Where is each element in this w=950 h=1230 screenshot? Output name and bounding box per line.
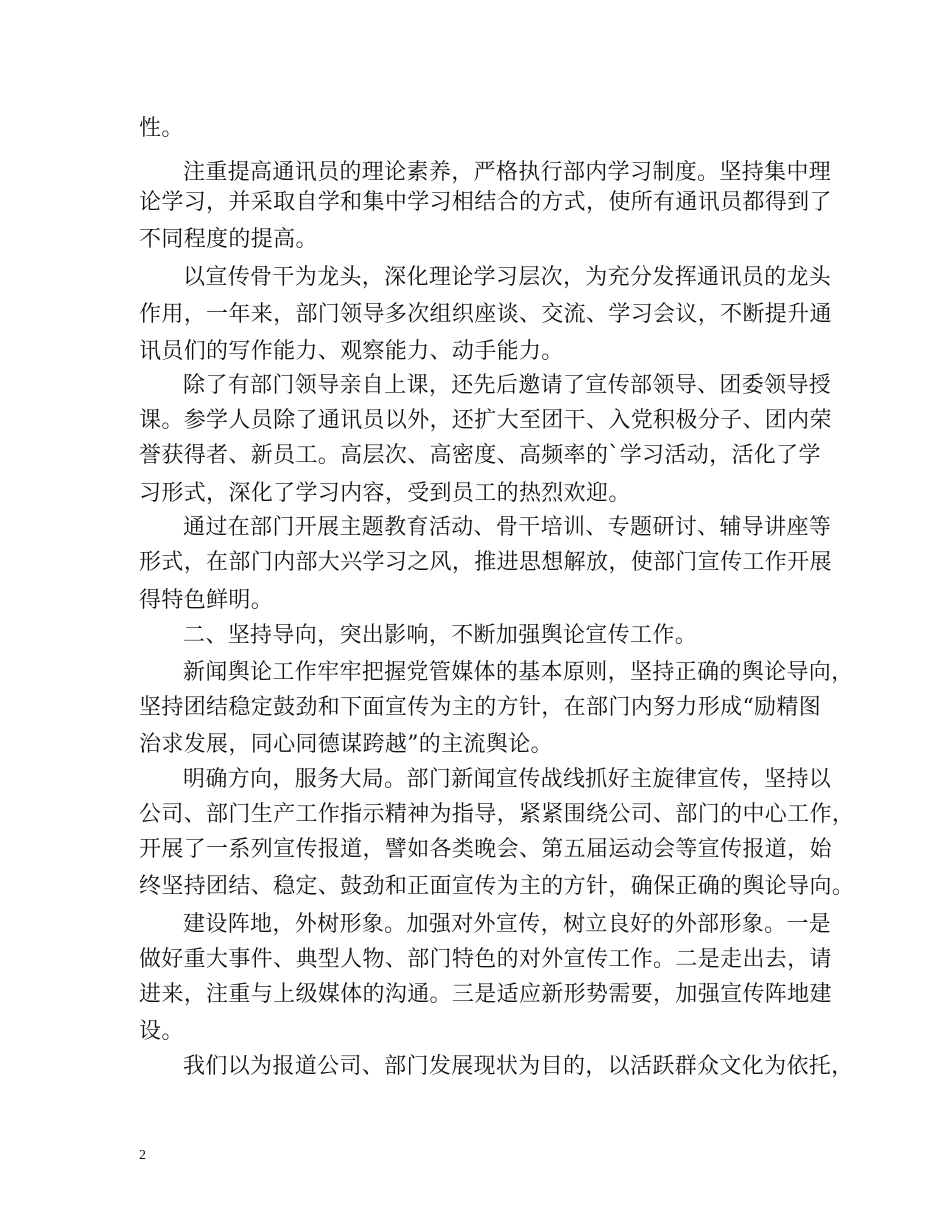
body-text-line: 不同程度的提高。 (139, 227, 318, 252)
body-text-line: 得特色鲜明。 (139, 588, 274, 613)
body-text-line: 进来，注重与上级媒体的沟通。三是适应新形势需要，加强宣传阵地建 (139, 982, 832, 1007)
paragraph-first-line: 明确方向，服务大局。部门新闻宣传战线抓好主旋律宣传，坚持以 (183, 767, 832, 792)
body-text-line: 公司、部门生产工作指示精神为指导，紧紧围绕公司、部门的中心工作， (139, 802, 855, 827)
paragraph-first-line: 以宣传骨干为龙头，深化理论学习层次，为充分发挥通讯员的龙头 (183, 265, 832, 290)
body-text-line: 治求发展，同心同德谋跨越”的主流舆论。 (139, 732, 553, 757)
body-text-line: 坚持团结稳定鼓劲和下面宣传为主的方针，在部门内努力形成“励精图 (139, 695, 822, 720)
body-text-line: 性。 (139, 116, 184, 141)
body-text-line: 设。 (139, 1019, 184, 1044)
body-text-line: 论学习，并采取自学和集中学习相结合的方式，使所有通讯员都得到了 (139, 190, 832, 215)
paragraph-first-line: 除了有部门领导亲自上课，还先后邀请了宣传部领导、团委领导授 (183, 373, 832, 398)
body-text-line: 做好重大事件、典型人物、部门特色的对外宣传工作。二是走出去，请 (139, 947, 832, 972)
paragraph-first-line: 我们以为报道公司、部门发展现状为目的，以活跃群众文化为依托， (183, 1054, 854, 1079)
body-text-line: 开展了一系列宣传报道，譬如各类晚会、第五届运动会等宣传报道，始 (139, 837, 832, 862)
section-heading: 二、坚持导向，突出影响，不断加强舆论宣传工作。 (183, 623, 698, 648)
page-number: 2 (139, 1148, 146, 1163)
paragraph-first-line: 新闻舆论工作牢牢把握党管媒体的基本原则，坚持正确的舆论导向， (183, 660, 854, 685)
paragraph-first-line: 注重提高通讯员的理论素养，严格执行部内学习制度。坚持集中理 (183, 160, 832, 185)
body-text-line: 作用，一年来，部门领导多次组织座谈、交流、学习会议，不断提升通 (139, 302, 832, 327)
body-text-line: 形式，在部门内部大兴学习之风，推进思想解放，使部门宣传工作开展 (139, 550, 832, 575)
body-text-line: 讯员们的写作能力、观察能力、动手能力。 (139, 339, 564, 364)
paragraph-first-line: 建设阵地，外树形象。加强对外宣传，树立良好的外部形象。一是 (183, 912, 832, 937)
body-text-line: 课。参学人员除了通讯员以外，还扩大至团干、入党积极分子、团内荣 (139, 408, 832, 433)
body-text-line: 终坚持团结、稳定、鼓劲和正面宣传为主的方针，确保正确的舆论导向。 (139, 874, 855, 899)
paragraph-first-line: 通过在部门开展主题教育活动、骨干培训、专题研讨、辅导讲座等 (183, 515, 832, 540)
body-text-line: 誉获得者、新员工。高层次、高密度、高频率的`学习活动，活化了学 (139, 443, 821, 468)
body-text-line: 习形式，深化了学习内容，受到员工的热烈欢迎。 (139, 481, 631, 506)
